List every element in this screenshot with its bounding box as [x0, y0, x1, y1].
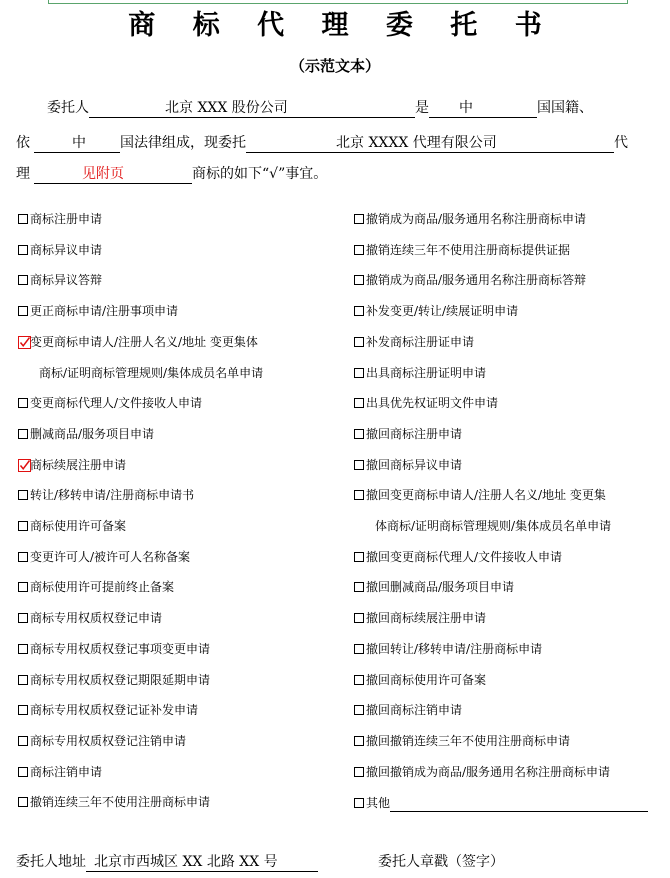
checkbox-icon[interactable]: [354, 582, 364, 592]
option-label: 撤回删减商品/服务项目申请: [366, 580, 515, 595]
option-item[interactable]: [354, 425, 462, 443]
law-suffix: 国法律组成，现委托: [120, 135, 246, 151]
option-item[interactable]: [354, 640, 542, 658]
option-label: 撤回转让/移转申请/注册商标申请: [366, 641, 543, 656]
option-label: 商标注册申请: [30, 212, 103, 226]
checkbox-icon[interactable]: [18, 398, 28, 408]
address-field[interactable]: [86, 853, 318, 872]
checkbox-icon[interactable]: [354, 398, 364, 408]
checkbox-icon[interactable]: [354, 429, 364, 439]
checkbox-icon[interactable]: [18, 767, 28, 777]
option-label: 补发变更/转让/续展证明申请: [366, 304, 519, 319]
option-label: 撤销成为商品/服务通用名称注册商标答辩: [366, 273, 587, 288]
option-label: 商标异议申请: [30, 242, 103, 257]
nationality-value: 中: [459, 100, 473, 116]
address-value: 北京市西城区 XX 北路 XX 号: [94, 854, 278, 870]
option-label: 出具商标注册证明申请: [366, 365, 487, 380]
option-label: 商标专用权质权登记证补发申请: [30, 703, 199, 718]
trademark-field[interactable]: [34, 165, 192, 184]
option-label: 变更许可人/被许可人名称备案: [30, 549, 191, 564]
nationality-suffix: 国国籍、: [537, 100, 593, 116]
checkbox-icon[interactable]: [354, 368, 364, 378]
intro-line-2: [16, 133, 628, 153]
checkbox-icon[interactable]: [18, 797, 28, 807]
option-item[interactable]: [354, 394, 498, 412]
option-label: 撤回变更商标代理人/文件接收人申请: [366, 549, 563, 564]
checkbox-icon[interactable]: [354, 552, 364, 562]
checkbox-icon[interactable]: [354, 460, 364, 470]
checkbox-icon[interactable]: [354, 214, 364, 224]
checked-checkbox-icon[interactable]: [18, 459, 29, 470]
option-item[interactable]: [18, 701, 198, 719]
dai-char: 代: [614, 135, 628, 151]
option-item[interactable]: [354, 671, 486, 689]
intro-line-1: [47, 98, 593, 118]
option-item[interactable]: [18, 548, 190, 566]
is-label: 是: [415, 100, 429, 116]
option-item[interactable]: [354, 364, 486, 382]
option-label: 撤回变更商标申请人/注册人名义/地址 变更集: [366, 488, 606, 503]
option-label: 撤回撤销连续三年不使用注册商标申请: [366, 733, 571, 748]
address-label: 委托人地址: [16, 854, 86, 870]
option-label: 商标专用权质权登记申请: [30, 611, 163, 626]
checkbox-icon[interactable]: [18, 736, 28, 746]
checkbox-icon[interactable]: [18, 429, 28, 439]
option-item[interactable]: [18, 210, 102, 228]
checkbox-icon[interactable]: [18, 705, 28, 715]
option-label: 删减商品/服务项目申请: [30, 426, 155, 441]
option-item[interactable]: [18, 241, 102, 259]
agent-name-field[interactable]: [246, 134, 614, 153]
checkbox-icon[interactable]: [18, 214, 28, 224]
option-label: 撤回商标续展注册申请: [366, 611, 487, 626]
footer-address: [16, 852, 318, 872]
checkbox-icon[interactable]: [18, 582, 28, 592]
seal-label: 委托人章戳（签字）: [378, 854, 504, 870]
checkbox-icon[interactable]: [354, 798, 364, 808]
intro-line-3: [16, 164, 327, 184]
option-item[interactable]: [354, 271, 586, 289]
option-label: 体商标/证明商标管理规则/集体成员名单申请: [375, 519, 612, 533]
option-label: 商标使用许可备案: [30, 519, 127, 533]
option-continuation-text: [375, 517, 611, 535]
option-item[interactable]: [18, 732, 186, 750]
option-label: 商标续展注册申请: [30, 457, 127, 472]
checkbox-icon[interactable]: [18, 275, 28, 285]
option-item[interactable]: [18, 793, 210, 811]
option-item[interactable]: [18, 394, 202, 412]
checkbox-icon[interactable]: [354, 306, 364, 316]
agent-name: 北京 XXXX 代理有限公司: [336, 135, 497, 151]
option-item[interactable]: [354, 302, 518, 320]
option-item[interactable]: [354, 241, 570, 259]
option-item[interactable]: [18, 302, 178, 320]
option-label: 商标异议答辩: [30, 273, 103, 288]
option-label: 撤回商标注销申请: [366, 703, 463, 718]
option-item[interactable]: [18, 671, 210, 689]
option-label: 撤回商标异议申请: [366, 457, 463, 472]
li-char: 理: [16, 166, 30, 182]
checkbox-icon[interactable]: [354, 705, 364, 715]
document-subtitle: （示范文本）: [289, 57, 380, 75]
checkbox-icon[interactable]: [18, 552, 28, 562]
checkbox-icon[interactable]: [354, 767, 364, 777]
checkbox-icon[interactable]: [18, 644, 28, 654]
checkbox-icon[interactable]: [354, 245, 364, 255]
option-label: 补发商标注册证申请: [366, 334, 475, 349]
law-country-field[interactable]: [34, 134, 120, 153]
option-label: 转让/移转申请/注册商标申请书: [30, 488, 195, 503]
option-label: 商标使用许可提前终止备案: [30, 580, 175, 595]
option-item[interactable]: [354, 333, 474, 351]
option-item[interactable]: [354, 486, 606, 504]
option-item[interactable]: [18, 456, 126, 474]
checkbox-icon[interactable]: [354, 736, 364, 746]
law-country-value: 中: [72, 135, 86, 151]
option-item[interactable]: [18, 640, 210, 658]
checkbox-icon[interactable]: [18, 306, 28, 316]
checked-checkbox-icon[interactable]: [18, 336, 29, 347]
checkbox-icon[interactable]: [354, 275, 364, 285]
checkbox-icon[interactable]: [354, 675, 364, 685]
option-label: 撤回商标使用许可备案: [366, 672, 487, 687]
option-item[interactable]: [354, 732, 570, 750]
option-item[interactable]: [18, 609, 162, 627]
document-title: 商 标 代 理 委 托 书: [128, 10, 556, 41]
option-item[interactable]: [18, 333, 258, 351]
option-item[interactable]: [354, 793, 648, 811]
option-label: 其他: [366, 796, 391, 811]
checkbox-icon[interactable]: [354, 337, 364, 347]
checkbox-icon[interactable]: [354, 490, 364, 500]
option-continuation-text: [39, 364, 263, 382]
option-item[interactable]: [18, 517, 126, 535]
checkbox-icon[interactable]: [18, 521, 28, 531]
option-item[interactable]: [354, 609, 486, 627]
checkbox-icon[interactable]: [354, 644, 364, 654]
trademark-value: 见附页: [82, 166, 124, 182]
option-label: 撤销连续三年不使用注册商标申请: [30, 795, 211, 810]
option-label: 商标专用权质权登记期限延期申请: [30, 672, 211, 687]
option-item[interactable]: [354, 578, 514, 596]
checkbox-icon[interactable]: [18, 613, 28, 623]
principal-name-field[interactable]: [89, 99, 415, 118]
option-item[interactable]: [18, 425, 154, 443]
page-top-frame: [48, 0, 628, 4]
option-label: 变更商标代理人/文件接收人申请: [30, 396, 203, 411]
option-label: 商标/证明商标管理规则/集体成员名单申请: [39, 365, 264, 380]
law-prefix: 依: [16, 135, 30, 151]
option-label: 撤回撤销成为商品/服务通用名称注册商标申请: [366, 764, 611, 779]
option-item[interactable]: [18, 271, 102, 289]
option-label: 更正商标申请/注册事项申请: [30, 304, 179, 319]
option-label: 商标专用权质权登记事项变更申请: [30, 641, 211, 656]
principal-name: 北京 XXX 股份公司: [165, 100, 288, 116]
matters-suffix: 商标的如下“√”事宜。: [192, 166, 328, 182]
option-label: 撤销连续三年不使用注册商标提供证据: [366, 242, 571, 257]
option-label: 撤回商标注册申请: [366, 426, 463, 441]
checkbox-icon[interactable]: [354, 613, 364, 623]
option-item[interactable]: [18, 578, 174, 596]
other-input-line[interactable]: [390, 793, 648, 812]
option-item[interactable]: [18, 486, 194, 504]
checkbox-icon[interactable]: [18, 675, 28, 685]
checkbox-icon[interactable]: [18, 490, 28, 500]
option-label: 商标专用权质权登记注销申请: [30, 733, 187, 748]
option-item[interactable]: [354, 548, 562, 566]
option-item[interactable]: [354, 763, 610, 781]
option-item[interactable]: [18, 763, 102, 781]
principal-label: 委托人: [47, 100, 89, 116]
option-item[interactable]: [354, 456, 462, 474]
option-label: 商标注销申请: [30, 764, 103, 779]
option-label: 出具优先权证明文件申请: [366, 396, 499, 411]
checkbox-icon[interactable]: [18, 245, 28, 255]
option-item[interactable]: [354, 210, 586, 228]
option-label: 撤销成为商品/服务通用名称注册商标申请: [366, 212, 587, 226]
option-label: 变更商标申请人/注册人名义/地址 变更集体: [30, 334, 258, 349]
nationality-field[interactable]: [429, 99, 537, 118]
option-item[interactable]: [354, 701, 462, 719]
